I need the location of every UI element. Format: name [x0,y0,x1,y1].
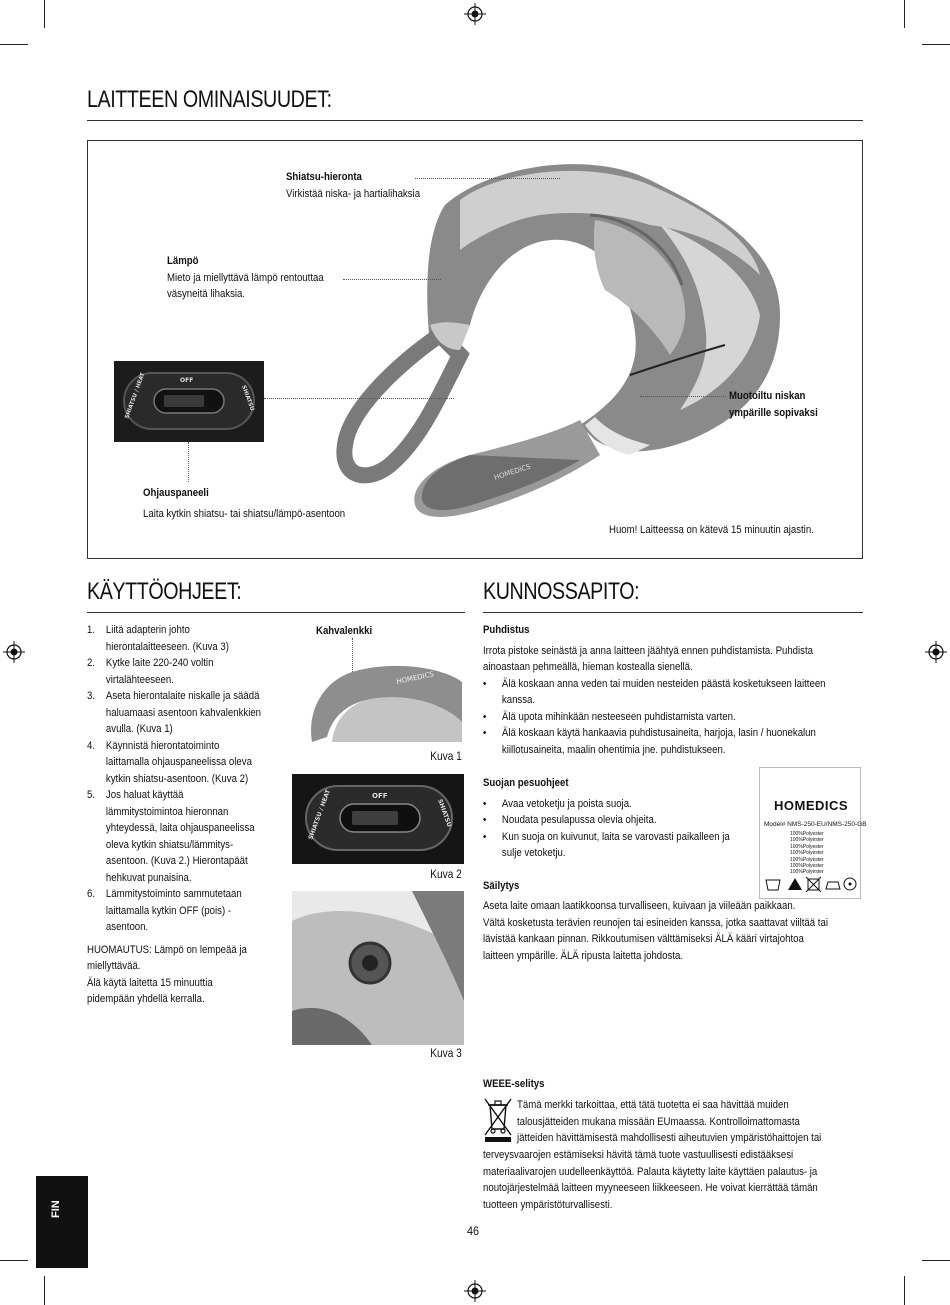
step-text-line: hehkuvat punaisina. [105,871,192,884]
shape-text-line2: ympärille sopivaksi [729,406,818,419]
weee-title: WEEE-selitys [483,1078,545,1090]
cleaning-bullet [483,709,861,726]
title-rule [87,120,863,121]
weee-bin-icon [483,1097,513,1143]
step-number: 5. [87,789,96,801]
cover-bullet-line: sulje vetoketju. [501,847,566,859]
neck-massager-image [330,155,790,525]
step-text-line: yhteydessä, laita ohjauspaneelissa [105,822,255,834]
weee-text-line: tuotteen ympäristöturvallisesti. [483,1198,613,1211]
leader-line [343,279,441,280]
cover-bullet-line: Noudata pesulapussa olevia ohjeita. [501,814,657,826]
svg-text:HOMEDICS: HOMEDICS [493,462,532,482]
bullet-dot: • [483,677,487,690]
usage-step [87,655,285,688]
cleaning-bullet-line: kanssa. [501,694,536,706]
timer-note: Huom! Laitteessa on kätevä 15 minuutin ajastin. [609,524,814,536]
weee-text-line: jätteiden hävittämisestä mahdollisesti aiheutuvien ympäristöhaittojen tai [517,1132,822,1144]
weee-text-line: terveysvaarojen estämiseksi hävitä tämä tuote vastuullisesti edistääksesi [483,1149,794,1161]
heat-text-line1: Mieto ja miellyttävä lämpö rentouttaa [167,271,324,284]
usage-note-line: HUOMAUTUS: Lämpö on lempeää ja [87,943,247,956]
cleaning-bullet-line: kiillotusaineita, maalin ohentimia jne. puhdistukseen. [501,743,726,756]
crop-mark [922,44,950,45]
step-text-line: oleva kytkin shiatsu/lämmitys- [105,838,234,851]
step-number: 2. [87,657,96,669]
weee-text-line: materiaalivarojen uudelleenkäyttöä. Palauta käytetty laite käyttäen palautus- ja [483,1165,818,1178]
storage-text-line: Aseta laite omaan laatikkoonsa turvalliseen, kuivaan ja viileään paikkaan. [483,900,796,912]
bullet-dot: • [483,814,487,826]
cleaning-text-line: Irrota pistoke seinästä ja anna laitteen jäähtyä ennen puhdistamista. Puhdista [483,644,814,657]
shiatsu-text: Virkistää niska- ja hartialihaksia [286,187,421,200]
step-number: 6. [87,888,96,900]
registration-mark-icon [3,641,25,663]
step-text-line: Lämmitystoiminto sammutetaan [105,888,242,900]
care-material-line: 100%Polyester [790,843,824,850]
registration-mark-icon [464,1280,486,1302]
svg-text:SHIATSU / HEAT: SHIATSU / HEAT [307,788,332,841]
step-text-line: laittamalla kytkin OFF (pois) - [105,904,232,917]
weee-text-line: noutojärjestelmää laitteen myyneeseen liikkeeseen. He voivat kierrättää tämän [483,1182,818,1194]
handle-image [292,642,464,746]
step-text-line: avulla. (Kuva 1) [105,723,173,735]
usage-note-line: Älä käytä laitetta 15 minuuttia [87,976,213,989]
storage-text-line: lävistää kankaan pinnan. Rikkoutumisen välttämiseksi ÄLÄ kääri virtajohtoa [483,933,804,945]
weee-text [483,1147,861,1213]
cleaning-bullet [483,725,861,758]
care-material-line: 100%Polyester [790,863,824,870]
cleaning-bullet-line: Älä upota mihinkään nesteeseen puhdistamista varten. [501,710,736,723]
usage-steps [87,622,285,1008]
care-label [759,767,867,899]
leader-line [188,442,189,482]
care-label-model: Model# NMS-250-EU/NMS-250-GB [764,821,867,828]
cleaning-title: Puhdistus [483,624,530,636]
step-number: 1. [87,624,96,636]
crop-mark [0,1260,28,1261]
care-material-line: 100%Polyester [790,831,824,837]
care-material-line: 100%Polyester [790,850,824,857]
step-text-line: Käynnistä hierontatoiminto [105,739,220,752]
cleaning-bullet [483,676,861,709]
svg-text:SHIATSU / HEAT: SHIATSU / HEAT [124,372,147,420]
usage-note-line: pidempään yhdellä kerralla. [87,993,205,1005]
step-text-line: Kytke laite 220-240 voltin [105,657,214,669]
step-number: 3. [87,690,96,702]
svg-text:HOMEDICS: HOMEDICS [395,670,435,686]
care-material-line: 100%Polyester [790,837,824,844]
registration-mark-icon [464,3,486,25]
maintenance-title: KUNNOSSAPITO: [483,578,640,605]
adapter-port-image [292,891,464,1045]
usage-step [87,787,285,886]
heat-feature [167,253,324,303]
step-text-line: Liitä adapterin johto [105,624,190,636]
step-text-line: hierontalaitteeseen. (Kuva 3) [105,640,229,653]
step-text-line: virtalähteeseen. [105,673,174,686]
control-panel-image [114,361,264,442]
storage-title: Säilytys [483,879,520,892]
crop-mark [44,0,45,28]
cover-title: Suojan pesuohjeet [483,777,569,789]
caption-kuva-3: Kuva 3 [430,1048,462,1060]
shape-text-line1: Muotoiltu niskan [729,390,806,402]
crop-mark [904,0,905,28]
switch-image [292,774,464,864]
panel-text: Laita kytkin shiatsu- tai shiatsu/lämpö-asentoon [143,507,346,520]
panel-title: Ohjauspaneeli [143,487,209,499]
care-material-line: 100%Polyester [790,856,824,863]
svg-text:OFF: OFF [372,792,388,800]
registration-mark-icon [925,641,947,663]
cover-bullet-line: Avaa vetoketju ja poista suoja. [501,797,632,810]
heat-title: Lämpö [167,255,199,267]
svg-text:SHIATSU: SHIATSU [240,384,255,412]
usage-step [87,688,285,738]
cleaning-text-line: ainoastaan pehmeällä, hieman kostealla sienellä. [483,661,693,673]
usage-step [87,886,285,936]
step-text-line: haluamaasi asentoon kahvalenkkien [105,706,262,719]
page-number: 46 [467,1224,480,1238]
leader-line [415,178,560,179]
step-text-line: Aseta hierontalaite niskalle ja säädä [105,690,260,702]
bullet-dot: • [483,727,487,739]
step-number: 4. [87,739,96,752]
step-text-line: Jos haluat käyttää [105,789,184,801]
shape-feature [729,388,818,421]
step-text-line: asentoon. [105,921,149,933]
step-text-line: asentoon. (Kuva 2.) Hierontapäät [105,855,248,867]
svg-text:SHIATSU: SHIATSU [436,798,453,828]
crop-mark [0,44,28,45]
bullet-dot: • [483,797,487,810]
storage-text-line: Vältä kosketusta terävien reunojen tai esineiden kanssa, jotka saattavat viiltää tai [483,916,828,929]
usage-title: KÄYTTÖOHJEET: [87,578,242,605]
shiatsu-title: Shiatsu-hieronta [286,171,362,183]
step-text-line: lämmitystoimintoa hieronnan [105,805,229,818]
usage-step [87,738,285,788]
storage-text-line: laitteen ympärille. ÄLÄ ripusta laitetta johdosta. [483,949,684,962]
title-rule [483,612,863,613]
language-tab [36,1176,88,1268]
crop-mark [904,1276,905,1305]
crop-mark [922,1260,950,1261]
title-rule [87,612,465,613]
usage-step [87,622,285,655]
cleaning-bullet-line: Älä koskaan käytä hankaavia puhdistusaineita, harjoja, lasin / huonekalun [501,727,816,739]
care-label-materials [790,831,824,876]
panel-feature [143,485,345,522]
features-title: LAITTEEN OMINAISUUDET: [87,86,332,113]
bullet-dot: • [483,830,487,843]
crop-mark [44,1276,45,1305]
leader-line [264,398,454,399]
care-material-line: 100%Polyester [790,869,824,876]
caption-kuva-2: Kuva 2 [430,869,462,881]
weee-text-line: Tämä merkki tarkoittaa, että tätä tuotetta ei saa hävittää muiden [517,1099,789,1111]
shiatsu-feature [286,169,420,202]
caption-kuva-1: Kuva 1 [430,751,462,763]
step-text-line: laittamalla ohjauspaneelissa oleva [105,756,252,768]
cover-bullet-line: Kun suoja on kuivunut, laita se varovasti paikalleen ja [501,830,730,843]
cleaning-bullet-line: Älä koskaan anna veden tai muiden nesteiden päästä kosketukseen laitteen [501,677,826,690]
care-label-brand: HOMEDICS [774,798,849,813]
heat-text-line2: väsyneitä lihaksia. [167,288,246,300]
weee-text-line: talousjätteiden mukana missään EUmaassa. Kontrolloimattomasta [517,1115,800,1128]
care-symbols-icon [764,876,858,892]
step-text-line: kytkin shiatsu-asentoon. (Kuva 2) [105,772,249,785]
language-tab-label: FIN [50,1200,62,1218]
weee-text-indented [517,1097,878,1147]
leader-line [640,396,726,397]
usage-note-line: miellyttävää. [87,960,141,972]
svg-text:OFF: OFF [180,377,194,384]
bullet-dot: • [483,710,487,723]
handle-label: Kahvalenkki [316,625,373,637]
